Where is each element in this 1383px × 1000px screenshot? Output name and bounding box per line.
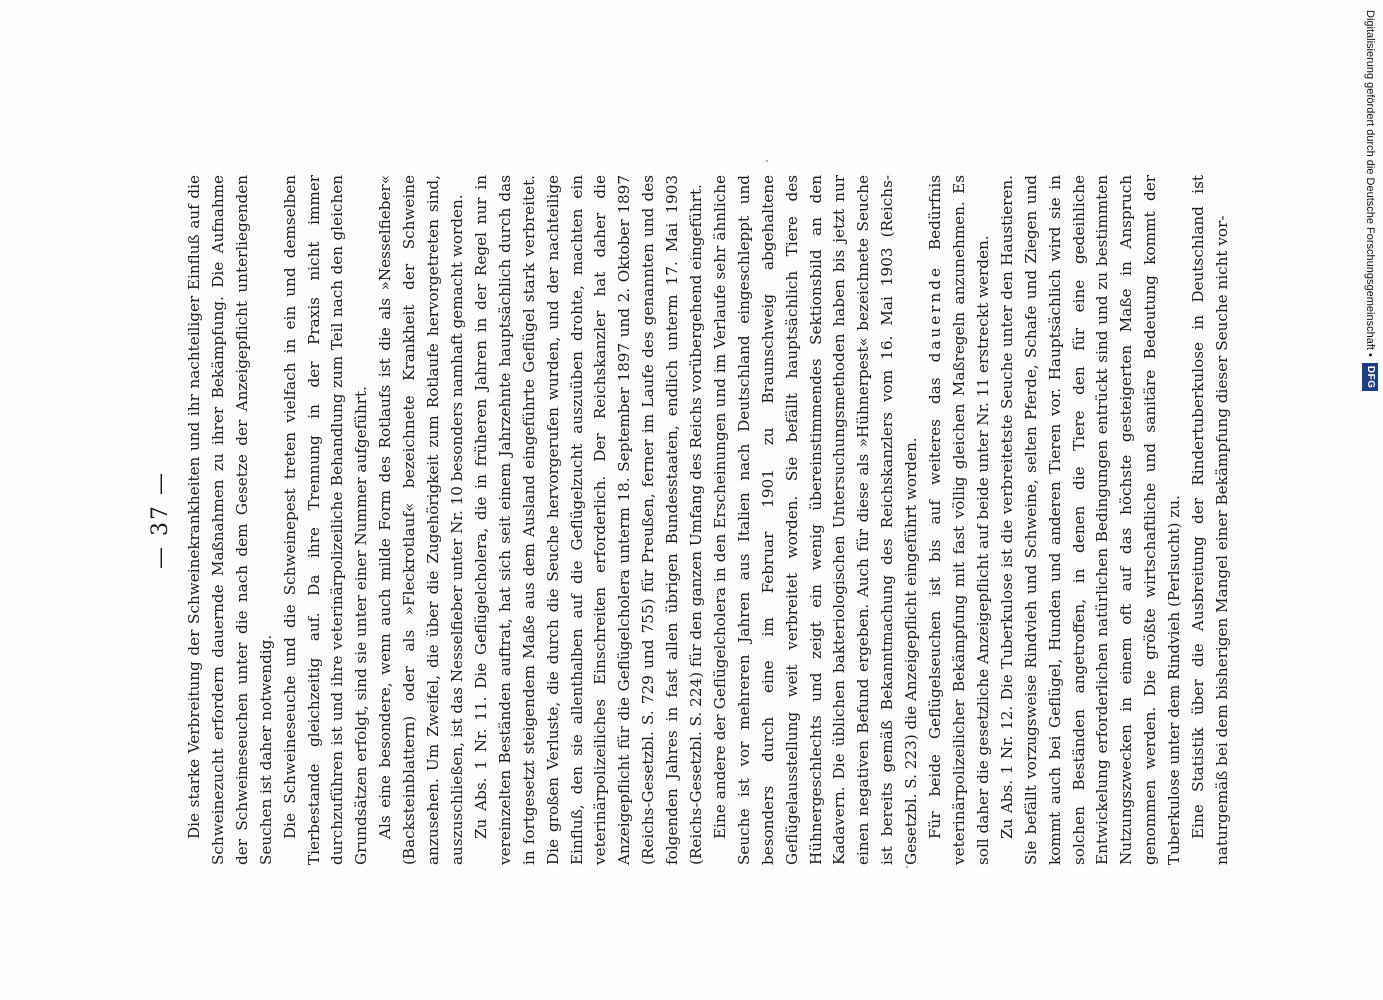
page-number: — 37 —	[148, 471, 173, 569]
paragraph-5: Eine andere der Geflügelcholera in den Erscheinungen und im Verlaufe sehr ähnliche Seuche ist vor mehreren Jahren aus Italien nach Deutschland eingeschleppt und besonders durch eine im Februar 1901 zu Braunschweig abgehaltene Geflügelausstellung weit verbreitet worden. Sie befällt hauptsächlich Tiere des Hühnergeschlechts und zeigt ein wenig übereinstimmendes Sektionsbild an den Kadavern. Die üblichen bakteriologischen Untersuchungsmethoden haben bis jetzt nur einen negativen Befund ergeben. Auch für diese als »Hühnerpest« bezeichnete Seuche ist bereits gemäß Bekanntmachung des Reichskanzlers vom 16. Mai 1903 (Reichs-Gesetzbl. S. 223) die Anzeigepflicht eingeführt worden.	[710, 175, 921, 865]
emphasized-word: dauernde	[926, 265, 945, 363]
page-body	[183, 175, 1235, 865]
scan-speck	[906, 866, 908, 868]
paragraph-6-start: Für beide Geflügelseuchen ist bis auf weiteres das	[926, 362, 945, 839]
digitization-credit	[1352, 0, 1383, 1000]
dfg-logo: DFG	[1362, 363, 1378, 392]
rotated-text-page	[145, 175, 1265, 865]
paragraph-6-end: Bedürfnis veterinärpolizeilicher Bekämpfung mit fast völlig gleichen Maßregeln anzunehmen. Es soll daher die gesetzliche Anzeigepflicht auf beide unter Nr. 11 erstreckt werden.	[926, 175, 992, 865]
paragraph-4: Zu Abs. 1 Nr. 11. Die Geflügelcholera, die in früheren Jahren in der Regel nur in vereinzelten Beständen auftrat, hat sich seit einem Jahrzehnte hauptsächlich durch das in fortgesetzt steigendem Maße aus dem Ausland eingeführte Geflügel stark verbreitet. Die großen Verluste, die durch die Seuche hervorgerufen wurden, und der nachteilige Einfluß, den sie allenthalben auf die Geflügelzucht auszuüben drohte, machten ein veterinärpolizeiliches Einschreiten erforderlich. Der Reichskanzler hat daher die Anzeigepflicht für die Geflügelcholera unterm 18. September 1897 und 2. Oktober 1897 (Reichs-Gesetzbl. S. 729 und 755) für Preußen, ferner im Laufe des genannten und des folgenden Jahres in fast allen übrigen Bundesstaaten, endlich unterm 17. Mai 1903 (Reichs-Gesetzbl. S. 224) für den ganzen Umfang des Reichs vorübergehend eingeführt.	[471, 175, 706, 865]
credit-line	[1360, 10, 1380, 770]
credit-text: Digitalisierung gefördert durch die Deutsche Forschungsgemeinschaft •	[1364, 10, 1376, 357]
paragraph-3: Als eine besondere, wenn auch milde Form des Rotlaufs ist die als »Nesselfieber« (Backsteinblattern) oder als »Fleckrotlauf« bezeichnete Krankheit der Schweine anzusehen. Um Zweifel, die über die Zugehörigkeit zum Rotlaufe hervorgetreten sind, auszuschließen, ist das Nesselfieber unter Nr. 10 besonders namhaft gemacht worden.	[376, 175, 466, 865]
paragraph-7: Zu Abs. 1 Nr. 12. Die Tuberkulose ist die verbreitetste Seuche unter den Haustieren. Sie befällt vorzugsweise Rindvieh und Schweine, selten Pferde, Schafe und Ziegen und kommt auch bei Geflügel, Hunden und anderen Tieren vor. Hauptsächlich wird sie in solchen Beständen angetroffen, in denen die Tiere den für eine gedeihliche Entwickelung erforderlichen natürlichen Bedingungen entrückt sind und zu bestimmten Nutzungszwecken in einem oft auf das höchste gesteigerten Maße in Anspruch genommen werden. Die größte wirtschaftliche und sanitäre Bedeutung kommt der Tuberkulose unter dem Rindvieh (Perlsucht) zu.	[997, 175, 1184, 865]
paragraph-1: Die starke Verbreitung der Schweinekrankheiten und ihr nachteiliger Einfluß auf die Schweinezucht erfordern dauernde Maßnahmen zu ihrer Bekämpfung. Die Aufnahme der Schweineseuchen unter die nach dem Gesetze der Anzeigepflicht unterliegenden Seuchen ist daher notwendig.	[185, 175, 275, 865]
paragraph-6	[924, 175, 996, 865]
paragraph-8: Eine Statistik über die Ausbreitung der Rindertuberkulose in Deutschland ist naturgemäß bei dem bisherigen Mangel einer Bekämpfung dieser Seuche nicht vor-	[1189, 175, 1231, 865]
scan-speck	[766, 160, 768, 162]
paragraph-2: Die Schweineseuche und die Schweinepest treten vielfach in ein und demselben Tierbestande gleichzeitig auf. Da ihre Trennung in der Praxis nicht immer durchzuführen ist und ihre veterinärpolizeiliche Behandlung zum Teil nach den gleichen Grundsätzen erfolgt, sind sie unter einer Nummer aufgeführt.	[280, 175, 371, 865]
